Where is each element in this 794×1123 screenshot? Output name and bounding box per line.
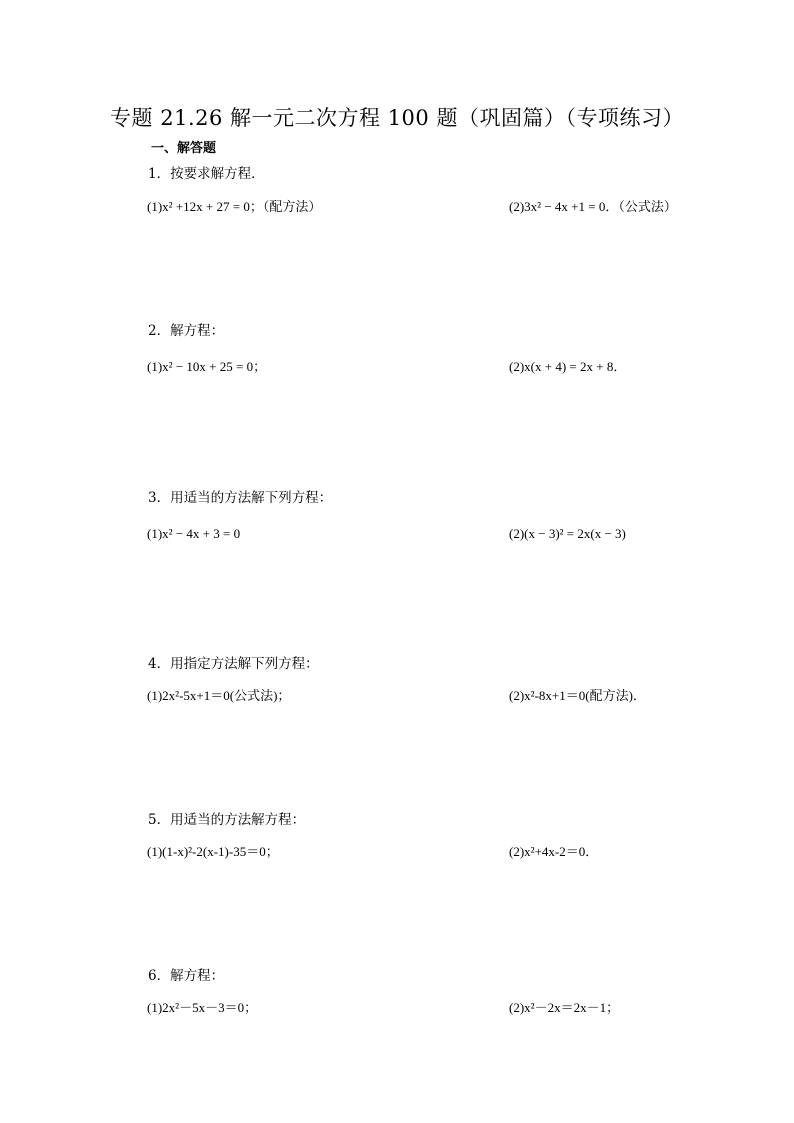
question-1-part-2 xyxy=(509,198,677,216)
question-4-part-1 xyxy=(147,687,290,705)
equation: x² − 10x + 25 = 0 xyxy=(162,359,254,374)
part-label: (1) xyxy=(147,844,163,859)
equation: x²－2x＝2x－1 xyxy=(524,1000,607,1015)
question-5-part-1 xyxy=(147,843,279,861)
question-5-heading: 5．用适当的方法解方程： xyxy=(148,812,306,828)
part-label: (2) xyxy=(509,359,525,374)
part-suffix: (公式法)； xyxy=(229,688,291,703)
part-label: (2) xyxy=(509,199,525,214)
equation: 3x² − 4x +1 = 0 xyxy=(524,199,606,214)
equation: (1-x)²-2(x-1)-35＝0 xyxy=(162,844,266,859)
part-label: (2) xyxy=(509,1000,525,1015)
part-suffix: ； xyxy=(253,359,267,374)
page-title: 专题 21.26 解一元二次方程 100 题（巩固篇）（专项练习） xyxy=(110,106,684,130)
section-heading: 一、解答题 xyxy=(151,141,217,156)
question-2-part-1 xyxy=(147,358,266,376)
equation: x² − 4x + 3 = 0 xyxy=(162,526,241,541)
part-label: (1) xyxy=(147,688,163,703)
question-4-part-2 xyxy=(509,687,646,705)
question-3-part-1 xyxy=(147,525,240,543)
equation: 2x²－5x－3＝0 xyxy=(162,1000,245,1015)
question-3-heading: 3．用适当的方法解下列方程： xyxy=(148,490,333,506)
question-6-part-2 xyxy=(509,999,619,1017)
equation: x²-8x+1＝0 xyxy=(524,688,586,703)
part-suffix: ； xyxy=(606,1000,620,1015)
part-label: (2) xyxy=(509,688,525,703)
part-label: (1) xyxy=(147,359,163,374)
question-1-part-1 xyxy=(147,198,321,216)
equation: x(x + 4) = 2x + 8 xyxy=(524,359,614,374)
question-2-heading: 2．解方程： xyxy=(148,323,225,339)
part-suffix: ． xyxy=(613,359,627,374)
question-4-heading: 4．用指定方法解下列方程： xyxy=(148,656,319,672)
equation: x²+4x-2＝0 xyxy=(524,844,586,859)
question-3-part-2 xyxy=(509,525,626,543)
part-label: (2) xyxy=(509,526,525,541)
part-label: (1) xyxy=(147,199,163,214)
equation: x² +12x + 27 = 0 xyxy=(162,199,250,214)
question-2-part-2 xyxy=(509,358,626,376)
question-6-heading: 6．解方程： xyxy=(148,968,225,984)
part-suffix: ．（公式法） xyxy=(605,199,677,214)
question-6-part-1 xyxy=(147,999,257,1017)
part-label: (1) xyxy=(147,1000,163,1015)
question-5-part-2 xyxy=(509,843,598,861)
question-1-heading: 1．按要求解方程． xyxy=(148,166,265,182)
part-suffix: ；（配方法） xyxy=(249,199,322,214)
equation: 2x²-5x+1＝0 xyxy=(162,688,230,703)
part-suffix: ． xyxy=(585,844,599,859)
part-label: (1) xyxy=(147,526,163,541)
part-suffix: (配方法)． xyxy=(585,688,646,703)
part-label: (2) xyxy=(509,844,525,859)
part-suffix: ； xyxy=(244,1000,258,1015)
equation: (x − 3)² = 2x(x − 3) xyxy=(524,526,626,541)
part-suffix: ； xyxy=(265,844,279,859)
